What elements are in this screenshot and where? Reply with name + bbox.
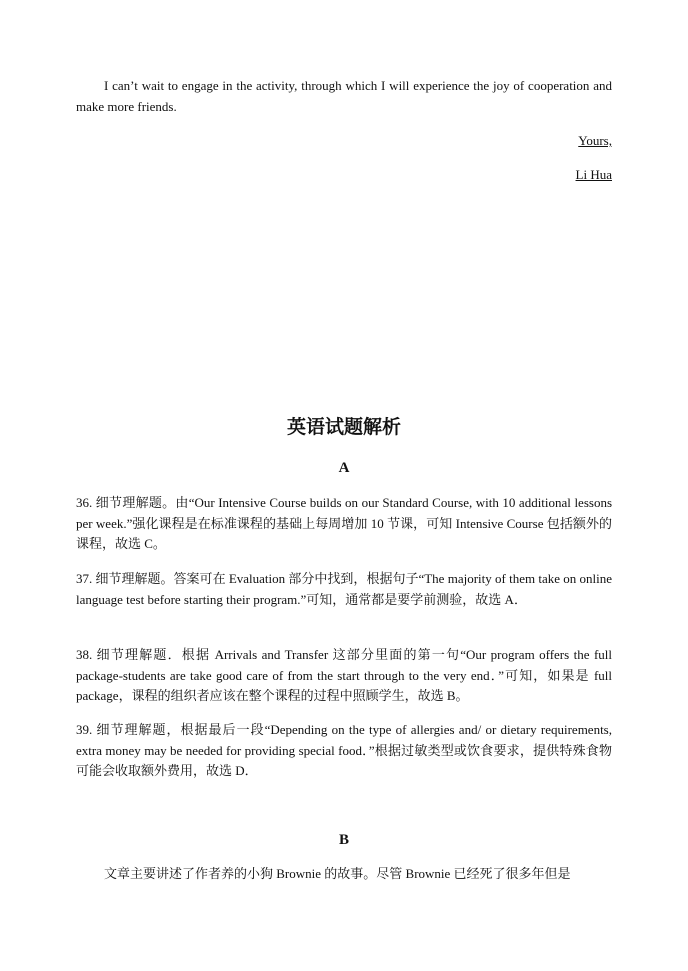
letter-signature: Li Hua [575,167,612,182]
question-36-explanation: 36. 细节理解题。由“Our Intensive Course builds on our Standard Course, with 10 additional lessons per week.”强化课程是在标准课程的基础上每周增加 10 节课，可知 Intensive Course 包括额外的课程，故选 C。 [76,495,612,551]
section-a-heading: A [338,460,350,476]
section-b-heading: B [338,832,349,848]
analysis-title: 英语试题解析 [286,416,401,438]
question-39-explanation: 39. 细节理解题，根据最后一段“Depending on the type of allergies and/ or dietary requirements, extra money may be needed for providing special food．”根据过敏类型或饮食要求，提供特殊食物可能会收取额外费用，故选 D． [76,722,612,778]
letter-closing-paragraph: I can’t wait to engage in the activity, through which I will experience the joy of cooperation and make more friends. [76,78,612,114]
letter-sign-off: Yours, [578,133,612,148]
question-37-explanation: 37. 细节理解题。答案可在 Evaluation 部分中找到，根据句子“The majority of them take on online language test before starting their program.”可知，通常都是要学前测验，故选 A． [76,571,612,607]
section-b-intro: 文章主要讲述了作者养的小狗 Brownie 的故事。尽管 Brownie 已经死了很多年但是 [104,866,571,881]
question-38-explanation: 38. 细节理解题．根据 Arrivals and Transfer 这部分里面的第一句“Our program offers the full package-students are take good care of from the start through to the very end．”可知，如果是 full package，课程的组织者应该在整个课程的过程中照顾学生，故选 B。 [76,647,612,703]
